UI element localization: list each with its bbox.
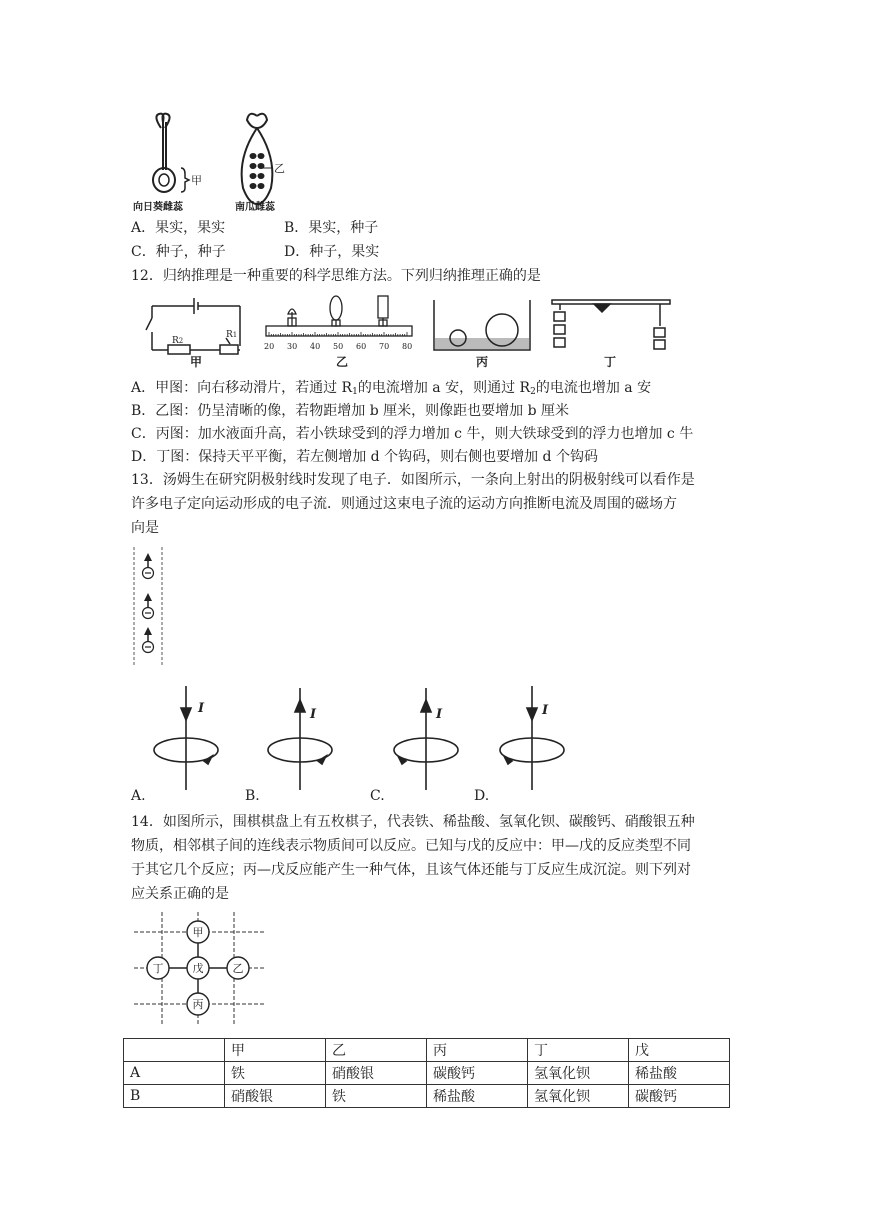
q12-option-a-part3: 的电流也增加 a 安	[535, 380, 652, 396]
table-cell: 铁	[225, 1062, 326, 1085]
q12-stem: 12．归纳推理是一种重要的科学思维方法。下列归纳推理正确的是	[131, 268, 541, 284]
q13-option-b: B.	[245, 788, 260, 804]
table-header-cell: 戊	[629, 1039, 730, 1062]
piece-ding-label: 丁	[152, 962, 164, 975]
r2-label: R2	[172, 336, 184, 346]
fig-ding-label: 丁	[604, 355, 617, 369]
piece-yi-label: 乙	[232, 962, 244, 975]
q13-stem-line3: 向是	[131, 520, 159, 536]
tick-50: 50	[333, 342, 344, 351]
fig-yi-label: 乙	[336, 355, 349, 369]
table-header-row	[124, 1039, 730, 1062]
q14-stem-line1: 14．如图所示，围棋棋盘上有五枚棋子，代表铁、稀盐酸、氢氧化钡、碳酸钙、硝酸银五种	[131, 814, 695, 830]
r1-label: R1	[226, 330, 238, 340]
balance-diagram	[552, 300, 670, 349]
table-cell: 氢氧化钡	[528, 1062, 629, 1085]
table-cell: A	[124, 1062, 225, 1085]
table-cell: 碳酸钙	[629, 1085, 730, 1108]
q13-option-d: D.	[474, 788, 490, 804]
q14-stem-line4: 应关系正确的是	[131, 886, 229, 902]
label-yi: 乙	[274, 162, 285, 175]
fig-jia-label: 甲	[190, 355, 203, 369]
option-d-current-label: I	[542, 703, 549, 718]
q13-option-a: A.	[131, 788, 146, 804]
q14-stem-line2: 物质，相邻棋子间的连线表示物质间可以反应。已知与戊的反应中：甲—戊的反应类型不同	[131, 838, 691, 854]
table-cell: 硝酸银	[326, 1062, 427, 1085]
pumpkin-caption: 南瓜雌蕊	[235, 202, 275, 213]
tick-30: 30	[287, 342, 298, 351]
tick-80: 80	[402, 342, 413, 351]
option-d-figure	[500, 686, 564, 790]
electron-beam-figure	[128, 545, 168, 667]
tick-40: 40	[310, 342, 321, 351]
label-jia: 甲	[191, 174, 202, 187]
table-cell: B	[124, 1085, 225, 1108]
option-a-figure	[154, 686, 218, 790]
q12-option-a-part2: 的电流增加 a 安，则通过 R	[357, 380, 531, 396]
table-cell: 氢氧化钡	[528, 1085, 629, 1108]
go-board-figure	[130, 910, 268, 1028]
fig-bing-label: 丙	[476, 355, 489, 369]
table-row	[124, 1062, 730, 1085]
pumpkin-pistil-drawing	[242, 114, 273, 204]
tick-60: 60	[356, 342, 367, 351]
q13-option-figures	[150, 684, 570, 794]
table-cell: 铁	[326, 1085, 427, 1108]
sunflower-pistil-drawing	[153, 114, 189, 192]
option-c-current-label: I	[436, 707, 443, 722]
q12-option-a-part1: A．甲图：向右移动滑片，若通过 R	[131, 380, 353, 396]
q13-stem-line2: 许多电子定向运动形成的电子流．则通过这束电子流的运动方向推断电流及周围的磁场方	[131, 496, 677, 512]
piece-wu-label: 戊	[192, 962, 204, 975]
q11-option-a: A．果实，果实	[131, 220, 226, 236]
table-cell: 碳酸钙	[427, 1062, 528, 1085]
table-header-cell	[124, 1039, 225, 1062]
q12-option-b: B．乙图：仍呈清晰的像，若物距增加 b 厘米，则像距也要增加 b 厘米	[131, 403, 570, 419]
piece-jia-label: 甲	[192, 926, 204, 939]
q11-option-c: C．种子，种子	[131, 244, 226, 260]
scale-labels	[264, 342, 412, 351]
q11-option-d: D．种子，果实	[284, 244, 380, 260]
q14-answer-table	[123, 1038, 730, 1108]
table-header-cell: 乙	[326, 1039, 427, 1062]
q13-stem-line1: 13．汤姆生在研究阴极射线时发现了电子．如图所示，一条向上射出的阴极射线可以看作是	[131, 472, 695, 488]
scale-ticks	[269, 332, 407, 336]
q14-stem-line3: 于其它几个反应；丙—戊反应能产生一种气体，且该气体还能与丁反应生成沉淀。则下列对	[131, 862, 691, 878]
option-b-figure	[268, 688, 332, 790]
table-header-cell: 甲	[225, 1039, 326, 1062]
beaker-diagram	[434, 300, 530, 350]
piece-bing-label: 丙	[192, 998, 204, 1011]
q11-pistil-figures	[125, 108, 305, 214]
sunflower-caption: 向日葵雌蕊	[133, 202, 183, 213]
q13-option-c: C.	[370, 788, 385, 804]
q12-option-a	[131, 378, 651, 402]
q11-option-b: B．果实，种子	[284, 220, 379, 236]
electron-1	[143, 553, 154, 579]
option-a-current-label: I	[198, 701, 205, 716]
q12-option-d: D．丁图：保持天平平衡，若左侧增加 d 个钩码，则右侧也要增加 d 个钩码	[131, 449, 598, 465]
option-b-current-label: I	[310, 707, 317, 722]
q12-option-a-sub1: 1	[352, 387, 358, 397]
optical-bench	[266, 296, 412, 336]
tick-70: 70	[379, 342, 390, 351]
electron-2	[143, 593, 154, 619]
table-cell: 稀盐酸	[629, 1062, 730, 1085]
table-cell: 硝酸银	[225, 1085, 326, 1108]
option-c-figure	[394, 688, 458, 790]
table-row	[124, 1085, 730, 1108]
q12-figures	[140, 292, 680, 370]
table-cell: 稀盐酸	[427, 1085, 528, 1108]
circuit-diagram	[146, 298, 240, 354]
table-header-cell: 丁	[528, 1039, 629, 1062]
table-header-cell: 丙	[427, 1039, 528, 1062]
q12-option-c: C．丙图：加水液面升高，若小铁球受到的浮力增加 c 牛，则大铁球受到的浮力也增加 c 牛	[131, 426, 694, 442]
electron-3	[143, 627, 154, 653]
q12-option-a-sub2: 2	[530, 387, 536, 397]
tick-20: 20	[264, 342, 275, 351]
